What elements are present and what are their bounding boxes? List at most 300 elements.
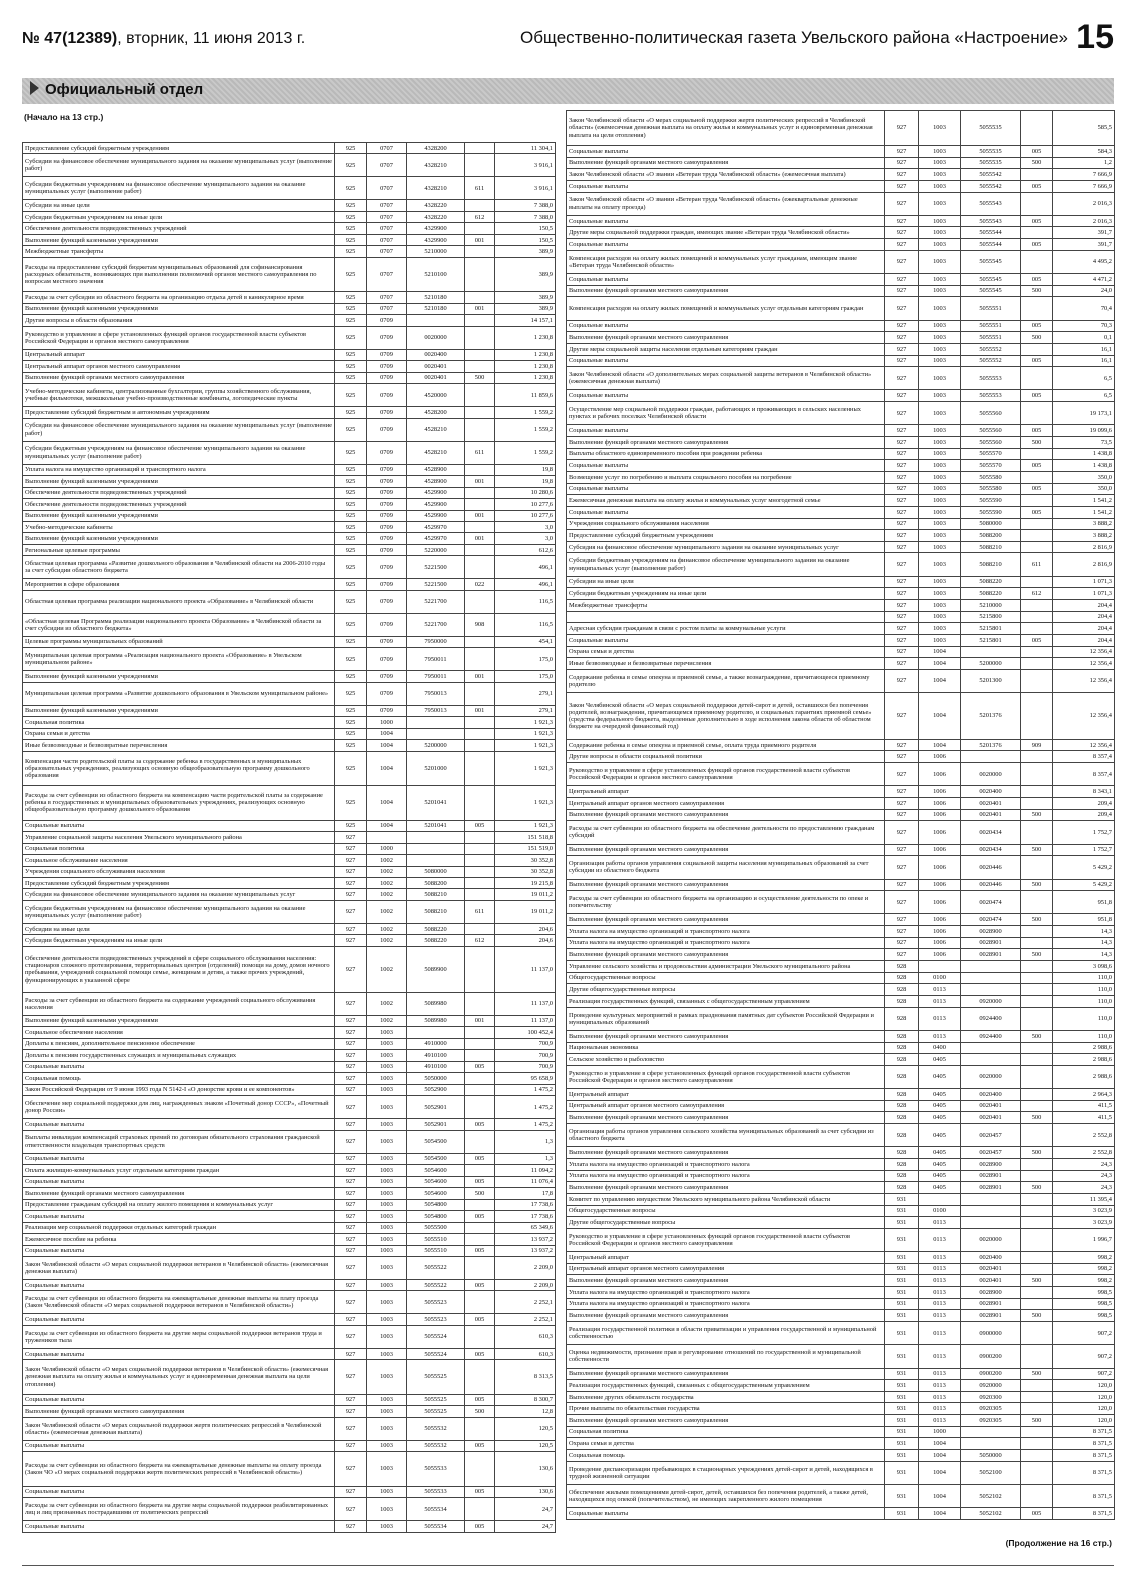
row-name-cell: Расходы за счет субвенции из областного бюджета на другие меры социальной поддержки ветеранов труда и тружеников тыла: [23, 1325, 335, 1348]
amount-cell: 70,4: [1053, 297, 1115, 320]
ministry-code-cell: 927: [335, 1291, 367, 1314]
expense-type-cell: [1021, 1461, 1053, 1484]
section-code-cell: 1006: [919, 821, 961, 844]
ministry-code-cell: 927: [335, 923, 367, 934]
target-code-cell: 5221500: [407, 556, 465, 579]
section-code-cell: 0405: [919, 1112, 961, 1124]
expense-type-cell: [1021, 1100, 1053, 1112]
row-name-cell: Мероприятия в сфере образования: [23, 579, 335, 590]
amount-cell: 12 356,4: [1053, 693, 1115, 740]
expense-type-cell: 005: [1021, 460, 1053, 472]
target-code-cell: 5089980: [407, 1015, 465, 1026]
target-code-cell: 0020400: [961, 1252, 1021, 1264]
row-name-cell: Уплата налога на имущество организаций и транспортного налога: [567, 1298, 885, 1310]
section-code-cell: 0707: [367, 257, 407, 291]
section-code-cell: 1003: [919, 495, 961, 507]
table-row: [567, 285, 1115, 297]
section-code-cell: 1006: [919, 879, 961, 891]
ministry-code-cell: 927: [885, 786, 919, 798]
expense-type-cell: 005: [465, 1279, 495, 1290]
expense-type-cell: 005: [465, 1061, 495, 1072]
target-code-cell: 0020400: [407, 349, 465, 360]
target-code-cell: [407, 315, 465, 326]
ministry-code-cell: 931: [885, 1403, 919, 1415]
target-code-cell: 0028901: [961, 1182, 1021, 1194]
target-code-cell: 5200000: [961, 658, 1021, 670]
ministry-code-cell: 931: [885, 1415, 919, 1427]
row-name-cell: Социальная политика: [23, 843, 335, 854]
section-code-cell: 1003: [367, 1406, 407, 1417]
expense-type-cell: [465, 1360, 495, 1394]
section-code-cell: 1003: [919, 169, 961, 181]
section-code-cell: 1000: [919, 1426, 961, 1438]
amount-cell: 8 343,1: [1053, 786, 1115, 798]
amount-cell: 8 371,5: [1053, 1438, 1115, 1450]
section-code-cell: 1003: [367, 1188, 407, 1199]
section-code-cell: 0709: [367, 407, 407, 418]
ministry-code-cell: 925: [335, 671, 367, 682]
table-row: [567, 215, 1115, 227]
section-code-cell: 1003: [919, 553, 961, 576]
target-code-cell: 5055580: [961, 483, 1021, 495]
expense-type-cell: 611: [465, 177, 495, 200]
row-name-cell: Другие вопросы в области образования: [23, 315, 335, 326]
row-name-cell: Социальные выплаты: [567, 180, 885, 192]
target-code-cell: 0920305: [961, 1415, 1021, 1427]
target-code-cell: 0020446: [961, 879, 1021, 891]
section-code-cell: 1003: [919, 541, 961, 553]
section-code-cell: 0113: [919, 1007, 961, 1030]
expense-type-cell: [465, 556, 495, 579]
table-row: [567, 611, 1115, 623]
section-code-cell: 1003: [367, 1038, 407, 1049]
table-row: [567, 343, 1115, 355]
expense-type-cell: 500: [465, 1188, 495, 1199]
section-code-cell: 1004: [919, 669, 961, 692]
amount-cell: 6,5: [1053, 390, 1115, 402]
table-row: [567, 506, 1115, 518]
row-name-cell: Социальные выплаты: [567, 483, 885, 495]
row-name-cell: Социальные выплаты: [567, 215, 885, 227]
expense-type-cell: [465, 878, 495, 889]
section-code-cell: [367, 832, 407, 843]
table-row: [567, 961, 1115, 973]
ministry-code-cell: 927: [885, 926, 919, 938]
expense-type-cell: 001: [465, 510, 495, 521]
table-row: [23, 1521, 556, 1532]
target-code-cell: 5055523: [407, 1314, 465, 1325]
amount-cell: 2 252,1: [495, 1291, 556, 1314]
table-row: [23, 855, 556, 866]
table-row: [23, 786, 556, 820]
table-row: [567, 1426, 1115, 1438]
expense-type-cell: [1021, 995, 1053, 1007]
table-row: [567, 157, 1115, 169]
expense-type-cell: [465, 499, 495, 510]
expense-type-cell: 001: [465, 234, 495, 245]
section-code-cell: 1003: [919, 611, 961, 623]
target-code-cell: 5210000: [961, 600, 1021, 612]
table-row: [567, 471, 1115, 483]
amount-cell: 951,8: [1053, 891, 1115, 914]
target-code-cell: 0020401: [961, 1275, 1021, 1287]
row-name-cell: Выполнение функций казенными учреждениями: [23, 476, 335, 487]
table-row: [23, 292, 556, 303]
ministry-code-cell: 927: [885, 669, 919, 692]
ministry-code-cell: 927: [885, 355, 919, 367]
row-name-cell: Субсидии бюджетным учреждениям на иные цели: [23, 935, 335, 946]
target-code-cell: 5055525: [407, 1360, 465, 1394]
table-row: [23, 1486, 556, 1497]
ministry-code-cell: 927: [885, 611, 919, 623]
target-code-cell: [961, 1193, 1021, 1205]
target-code-cell: 5201376: [961, 693, 1021, 740]
target-code-cell: 5055543: [961, 215, 1021, 227]
ministry-code-cell: 928: [885, 972, 919, 984]
section-code-cell: 1003: [367, 1096, 407, 1119]
amount-cell: 19,8: [495, 476, 556, 487]
expense-type-cell: [1021, 600, 1053, 612]
row-name-cell: Охрана семьи и детства: [23, 728, 335, 739]
amount-cell: 3,0: [495, 533, 556, 544]
target-code-cell: 0028900: [961, 1287, 1021, 1299]
ministry-code-cell: 927: [335, 1348, 367, 1359]
amount-cell: 14,3: [1053, 926, 1115, 938]
row-name-cell: Закон Российской Федерации от 9 июня 1993 года N 5142-I «О донорстве крови и ее компонентов»: [23, 1084, 335, 1095]
row-name-cell: Социальная помощь: [23, 1073, 335, 1084]
target-code-cell: 4910100: [407, 1061, 465, 1072]
ministry-code-cell: 931: [885, 1298, 919, 1310]
row-name-cell: Реализация государственных функций, связанных с общегосударственным управлением: [567, 1380, 885, 1392]
target-code-cell: 5201041: [407, 786, 465, 820]
section-code-cell: 1004: [367, 751, 407, 785]
target-code-cell: 4329900: [407, 234, 465, 245]
expense-type-cell: [1021, 1403, 1053, 1415]
expense-type-cell: [465, 326, 495, 349]
table-row: [23, 1038, 556, 1049]
ministry-code-cell: 931: [885, 1275, 919, 1287]
table-row: [567, 483, 1115, 495]
section-code-cell: 1006: [919, 926, 961, 938]
ministry-code-cell: 927: [335, 1153, 367, 1164]
ministry-code-cell: 927: [335, 1211, 367, 1222]
section-code-cell: 1006: [919, 856, 961, 879]
section-code-cell: 1004: [919, 1508, 961, 1520]
expense-type-cell: [1021, 541, 1053, 553]
ministry-code-cell: 925: [335, 418, 367, 441]
ministry-code-cell: 927: [335, 1096, 367, 1119]
row-name-cell: «Областная целевая Программа реализации национального проекта Образование» в Челябинской области за счет субсидии из областного бюджета»: [23, 613, 335, 636]
table-row: [567, 1054, 1115, 1066]
expense-type-cell: 005: [1021, 1508, 1053, 1520]
section-code-cell: 1003: [367, 1417, 407, 1440]
target-code-cell: 5052900: [407, 1084, 465, 1095]
table-row: [567, 250, 1115, 273]
expense-type-cell: [1021, 1345, 1053, 1368]
target-code-cell: 5055553: [961, 367, 1021, 390]
table-row: [567, 274, 1115, 286]
ministry-code-cell: 925: [335, 315, 367, 326]
table-row: [567, 972, 1115, 984]
expense-type-cell: 500: [1021, 1030, 1053, 1042]
section-code-cell: 0709: [367, 384, 407, 407]
expense-type-cell: 500: [1021, 1415, 1053, 1427]
table-row: [567, 1263, 1115, 1275]
table-row: [23, 1027, 556, 1038]
expense-type-cell: [465, 832, 495, 843]
table-row: [23, 476, 556, 487]
table-row: [23, 717, 556, 728]
amount-cell: 1,2: [1053, 157, 1115, 169]
row-name-cell: Социальные выплаты: [23, 1348, 335, 1359]
ministry-code-cell: 927: [885, 798, 919, 810]
table-row: [23, 636, 556, 647]
ministry-code-cell: 925: [335, 361, 367, 372]
table-row: [567, 751, 1115, 763]
amount-cell: 17 738,6: [495, 1199, 556, 1210]
amount-cell: 391,7: [1053, 227, 1115, 239]
expense-type-cell: 005: [1021, 274, 1053, 286]
expense-type-cell: [1021, 1158, 1053, 1170]
row-name-cell: Выполнение функций казенными учреждениями: [23, 671, 335, 682]
row-name-cell: Выполнение функций казенными учреждениями: [23, 705, 335, 716]
expense-type-cell: [1021, 821, 1053, 844]
table-row: [567, 786, 1115, 798]
row-name-cell: Социальные выплаты: [567, 145, 885, 157]
row-name-cell: Управление социальной защиты населения Увельского муниципального района: [23, 832, 335, 843]
expense-type-cell: [1021, 646, 1053, 658]
section-code-cell: 0113: [919, 1345, 961, 1368]
amount-cell: 12 356,4: [1053, 669, 1115, 692]
table-row: [23, 1061, 556, 1072]
target-code-cell: 5052102: [961, 1508, 1021, 1520]
expense-type-cell: [465, 1165, 495, 1176]
ministry-code-cell: 927: [335, 1188, 367, 1199]
row-name-cell: Уплата налога на имущество организаций и транспортного налога: [23, 464, 335, 475]
expense-type-cell: [1021, 192, 1053, 215]
target-code-cell: 5200000: [407, 740, 465, 751]
expense-type-cell: 611: [465, 441, 495, 464]
expense-type-cell: [465, 1234, 495, 1245]
expense-type-cell: 001: [465, 303, 495, 314]
ministry-code-cell: 925: [335, 476, 367, 487]
ministry-code-cell: 928: [885, 1147, 919, 1159]
expense-type-cell: [1021, 1321, 1053, 1344]
expense-type-cell: [1021, 576, 1053, 588]
amount-cell: 1 921,3: [495, 786, 556, 820]
target-code-cell: 5080000: [407, 866, 465, 877]
section-code-cell: 1004: [919, 1461, 961, 1484]
expense-type-cell: 500: [1021, 844, 1053, 856]
section-code-cell: 1003: [919, 483, 961, 495]
amount-cell: 10 280,6: [495, 487, 556, 498]
table-row: [567, 1438, 1115, 1450]
table-row: [23, 923, 556, 934]
target-code-cell: [961, 972, 1021, 984]
expense-type-cell: [465, 717, 495, 728]
amount-cell: 389,9: [495, 257, 556, 291]
ministry-code-cell: 925: [335, 487, 367, 498]
ministry-code-cell: 927: [885, 739, 919, 751]
amount-cell: 1 921,3: [495, 751, 556, 785]
table-row: [23, 832, 556, 843]
amount-cell: 1 921,3: [495, 820, 556, 831]
expense-type-cell: [465, 349, 495, 360]
table-row: [567, 448, 1115, 460]
table-row: [567, 320, 1115, 332]
amount-cell: 411,5: [1053, 1100, 1115, 1112]
ministry-code-cell: 927: [885, 332, 919, 344]
target-code-cell: 0028900: [961, 1158, 1021, 1170]
ministry-code-cell: 931: [885, 1368, 919, 1380]
ministry-code-cell: 928: [885, 1030, 919, 1042]
row-name-cell: Социальные выплаты: [567, 460, 885, 472]
amount-cell: 1 921,3: [495, 728, 556, 739]
expense-type-cell: [1021, 798, 1053, 810]
table-row: [567, 949, 1115, 961]
section-code-cell: 0709: [367, 648, 407, 671]
ministry-code-cell: 925: [335, 292, 367, 303]
row-name-cell: Закон Челябинской области «О мерах социальной поддержки жертв политических репрессий в Челябинской области» (ежемесячная денежная выплата на оплату жилья и коммунальных услуг и единовременная денежная выплата на цели отопления): [567, 111, 885, 146]
row-name-cell: Закон Челябинской области «О мерах социальной поддержки ветеранов в Челябинской области» (ежемесячная денежная выплата на оплату жилья и коммунальных услуг и единовременная денежная выплата на цели отопления): [23, 1360, 335, 1394]
expense-type-cell: [1021, 530, 1053, 542]
target-code-cell: 5055553: [961, 390, 1021, 402]
right-budget-table: [566, 110, 1115, 1520]
section-code-cell: 0405: [919, 1065, 961, 1088]
ministry-code-cell: 927: [885, 390, 919, 402]
target-code-cell: 5055545: [961, 274, 1021, 286]
expense-type-cell: 612: [1021, 588, 1053, 600]
target-code-cell: [407, 855, 465, 866]
amount-cell: 2 552,8: [1053, 1124, 1115, 1147]
table-row: [567, 1310, 1115, 1322]
row-name-cell: Проведение диспансеризации пребывающих в стационарных учреждениях детей-сирот и детей, находящихся в трудной жизненной ситуации: [567, 1461, 885, 1484]
ministry-code-cell: 927: [885, 111, 919, 146]
amount-cell: 11 859,6: [495, 384, 556, 407]
table-row: [567, 1321, 1115, 1344]
table-row: [23, 326, 556, 349]
row-name-cell: Центральный аппарат: [23, 349, 335, 360]
target-code-cell: [961, 751, 1021, 763]
target-code-cell: 5210180: [407, 303, 465, 314]
continued-to-note: (Продолжение на 16 стр.): [1005, 1538, 1112, 1548]
target-code-cell: 5055533: [407, 1452, 465, 1486]
amount-cell: 120,0: [1053, 1391, 1115, 1403]
ministry-code-cell: 927: [885, 157, 919, 169]
section-code-cell: 1003: [367, 1222, 407, 1233]
row-name-cell: Иные безвозмездные и безвозвратные перечисления: [23, 740, 335, 751]
section-code-cell: 1004: [367, 820, 407, 831]
amount-cell: 110,0: [1053, 984, 1115, 996]
table-row: [567, 541, 1115, 553]
section-code-cell: 1002: [367, 935, 407, 946]
expense-type-cell: [1021, 961, 1053, 973]
section-code-cell: 1003: [367, 1348, 407, 1359]
amount-cell: 14,3: [1053, 937, 1115, 949]
expense-type-cell: [465, 418, 495, 441]
expense-type-cell: [465, 728, 495, 739]
row-name-cell: Уплата налога на имущество организаций и транспортного налога: [567, 1158, 885, 1170]
table-row: [567, 169, 1115, 181]
section-code-cell: 0113: [919, 1415, 961, 1427]
expense-type-cell: [465, 1291, 495, 1314]
ministry-code-cell: 927: [335, 832, 367, 843]
row-name-cell: Ежемесячная денежная выплата на оплату жилья и коммунальных услуг многодетной семье: [567, 495, 885, 507]
row-name-cell: Ежемесячное пособие на ребенка: [23, 1234, 335, 1245]
target-code-cell: 5088210: [407, 889, 465, 900]
amount-cell: 209,4: [1053, 798, 1115, 810]
ministry-code-cell: 927: [885, 145, 919, 157]
amount-cell: 8 300,7: [495, 1394, 556, 1405]
amount-cell: 2 209,0: [495, 1256, 556, 1279]
amount-cell: 150,5: [495, 234, 556, 245]
expense-type-cell: [1021, 1007, 1053, 1030]
section-code-cell: 0709: [367, 705, 407, 716]
section-code-cell: 1003: [367, 1119, 407, 1130]
amount-cell: 1 230,8: [495, 326, 556, 349]
amount-cell: 65 349,6: [495, 1222, 556, 1233]
target-code-cell: [407, 843, 465, 854]
row-name-cell: Осуществление мер социальной поддержки граждан, работающих и проживающих в сельских населенных пунктах и рабочих поселках Челябинской области: [567, 402, 885, 425]
section-code-cell: 1002: [367, 1015, 407, 1026]
amount-cell: 496,1: [495, 556, 556, 579]
expense-type-cell: [465, 384, 495, 407]
target-code-cell: [407, 832, 465, 843]
expense-type-cell: [465, 200, 495, 211]
amount-cell: 6,5: [1053, 367, 1115, 390]
table-row: [23, 579, 556, 590]
footer-rule: [22, 1565, 1114, 1566]
table-row: [567, 1275, 1115, 1287]
row-name-cell: Субсидии на финансовое обеспечение муниципального задания на оказание муниципальных услуг (выполнение работ): [23, 154, 335, 177]
amount-cell: 2 252,1: [495, 1314, 556, 1325]
amount-cell: 2 988,6: [1053, 1065, 1115, 1088]
expense-type-cell: 908: [465, 613, 495, 636]
target-code-cell: 7950011: [407, 648, 465, 671]
section-code-cell: 1002: [367, 866, 407, 877]
amount-cell: 1 921,3: [495, 717, 556, 728]
target-code-cell: 5055551: [961, 332, 1021, 344]
section-code-cell: 0707: [367, 143, 407, 154]
table-row: [23, 154, 556, 177]
target-code-cell: 0020401: [961, 1100, 1021, 1112]
section-code-cell: 0113: [919, 1275, 961, 1287]
amount-cell: 12 356,4: [1053, 646, 1115, 658]
section-code-cell: 0709: [367, 579, 407, 590]
amount-cell: 3 023,9: [1053, 1205, 1115, 1217]
table-row: [567, 1461, 1115, 1484]
amount-cell: 14 157,1: [495, 315, 556, 326]
amount-cell: 585,5: [1053, 111, 1115, 146]
table-row: [23, 1256, 556, 1279]
section-code-cell: 0100: [919, 972, 961, 984]
row-name-cell: Выполнение функций органами местного самоуправления: [567, 1182, 885, 1194]
target-code-cell: 0020474: [961, 891, 1021, 914]
expense-type-cell: 005: [1021, 425, 1053, 437]
section-code-cell: 1003: [919, 600, 961, 612]
ministry-code-cell: 927: [885, 460, 919, 472]
target-code-cell: 4328210: [407, 177, 465, 200]
right-table-body: [567, 111, 1115, 1520]
expense-type-cell: [465, 1325, 495, 1348]
row-name-cell: Компенсация расходов на оплату жилых помещений и коммунальных услуг гражданам, имеющим звание «Ветеран труда Челябинской области»: [567, 250, 885, 273]
row-name-cell: Социальное обслуживание населения: [23, 855, 335, 866]
section-code-cell: 1002: [367, 900, 407, 923]
ministry-code-cell: 927: [885, 495, 919, 507]
table-row: [23, 418, 556, 441]
row-name-cell: Закон Челябинской области «О мерах социальной поддержки детей-сирот и детей, оставшихся без попечения родителей, вознаграждении, причитающемся приемному родителю, и социальных гарантиях приемной семье» (средства федерального бюджета, выделенные дополнительно в ходе исполнения закона области об областном бюджете на очередной финансовый год): [567, 693, 885, 740]
table-row: [23, 407, 556, 418]
